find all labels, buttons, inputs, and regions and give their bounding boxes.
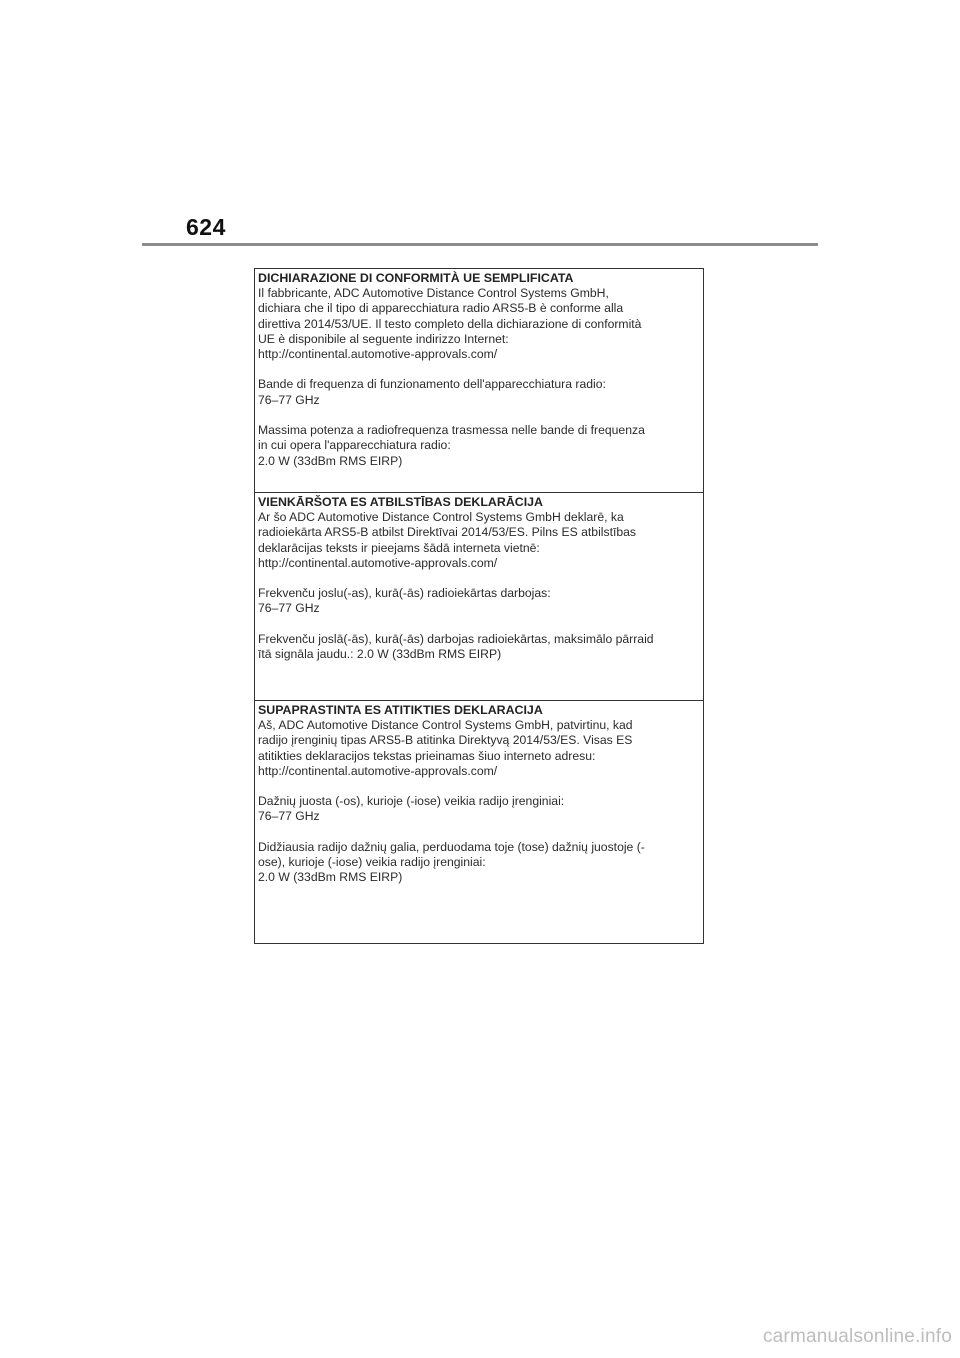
section-title: VIENKĀRŠOTA ES ATBILSTĪBAS DEKLARĀCIJA [258, 495, 543, 509]
section-latvian [255, 493, 703, 662]
url-text: http://continental.automotive-approvals.com/ [258, 555, 498, 570]
text-line: Frekvenču joslā(-ās), kurā(-ās) darbojas radioiekārtas, maksimālo pārraid [258, 631, 654, 646]
section-lithuanian [255, 701, 703, 886]
text-line: radijo įrenginių tipas ARS5-B atitinka Direktyvą 2014/53/ES. Visas ES [258, 733, 633, 748]
text-line: ose), kurioje (-iose) veikia radijo įrenginiai: [258, 855, 486, 870]
section-italian [255, 269, 703, 469]
text-line: ītā signāla jaudu.: 2.0 W (33dBm RMS EIRP) [258, 647, 502, 662]
text-line: atitikties deklaracijos tekstas prieinamas šiuo interneto adresu: [258, 748, 596, 763]
text-line: Didžiausia radijo dažnių galia, perduodama toje (tose) dažnių juostoje (- [258, 839, 645, 854]
text-line: radioiekārta ARS5-B atbilst Direktīvai 2014/53/ES. Pilns ES atbilstības [258, 525, 636, 540]
text-line: 76–77 GHz [258, 601, 320, 616]
text-line: 76–77 GHz [258, 809, 320, 824]
text-line: UE è disponibile al seguente indirizzo Internet: [258, 331, 509, 346]
text-line: direttiva 2014/53/UE. Il testo completo della dichiarazione di conformità [258, 316, 642, 331]
url-text: http://continental.automotive-approvals.com/ [258, 763, 498, 778]
text-line: Il fabbricante, ADC Automotive Distance Control Systems GmbH, [258, 286, 609, 300]
declaration-box [254, 268, 704, 944]
section-title: SUPAPRASTINTA ES ATITIKTIES DEKLARACIJA [258, 703, 543, 717]
text-line: dichiara che il tipo di apparecchiatura radio ARS5-B è conforme alla [258, 301, 624, 316]
text-line: 2.0 W (33dBm RMS EIRP) [258, 870, 403, 885]
text-line: Bande di frequenza di funzionamento dell'apparecchiatura radio: [258, 377, 606, 392]
text-line: Frekvenču joslu(-as), kurā(-ās) radioiekārtas darbojas: [258, 586, 551, 601]
text-line: deklarācijas teksts ir pieejams šādā interneta vietnē: [258, 540, 540, 555]
text-line: Aš, ADC Automotive Distance Control Systems GmbH, patvirtinu, kad [258, 718, 633, 732]
text-line: 76–77 GHz [258, 392, 320, 407]
text-line: Massima potenza a radiofrequenza trasmessa nelle bande di frequenza [258, 423, 645, 438]
section-title: DICHIARAZIONE DI CONFORMITÀ UE SEMPLIFICATA [258, 271, 574, 285]
url-text: http://continental.automotive-approvals.com/ [258, 347, 498, 362]
text-line: in cui opera l'apparecchiatura radio: [258, 438, 451, 453]
watermark-text: carmanualsonline.info [762, 1326, 952, 1347]
text-line: Dažnių juosta (-os), kurioje (-iose) veikia radijo įrenginiai: [258, 794, 565, 809]
text-line: Ar šo ADC Automotive Distance Control Systems GmbH deklarē, ka [258, 510, 624, 524]
header-rule [142, 243, 818, 246]
text-line: 2.0 W (33dBm RMS EIRP) [258, 453, 403, 468]
page-number: 624 [186, 214, 226, 240]
